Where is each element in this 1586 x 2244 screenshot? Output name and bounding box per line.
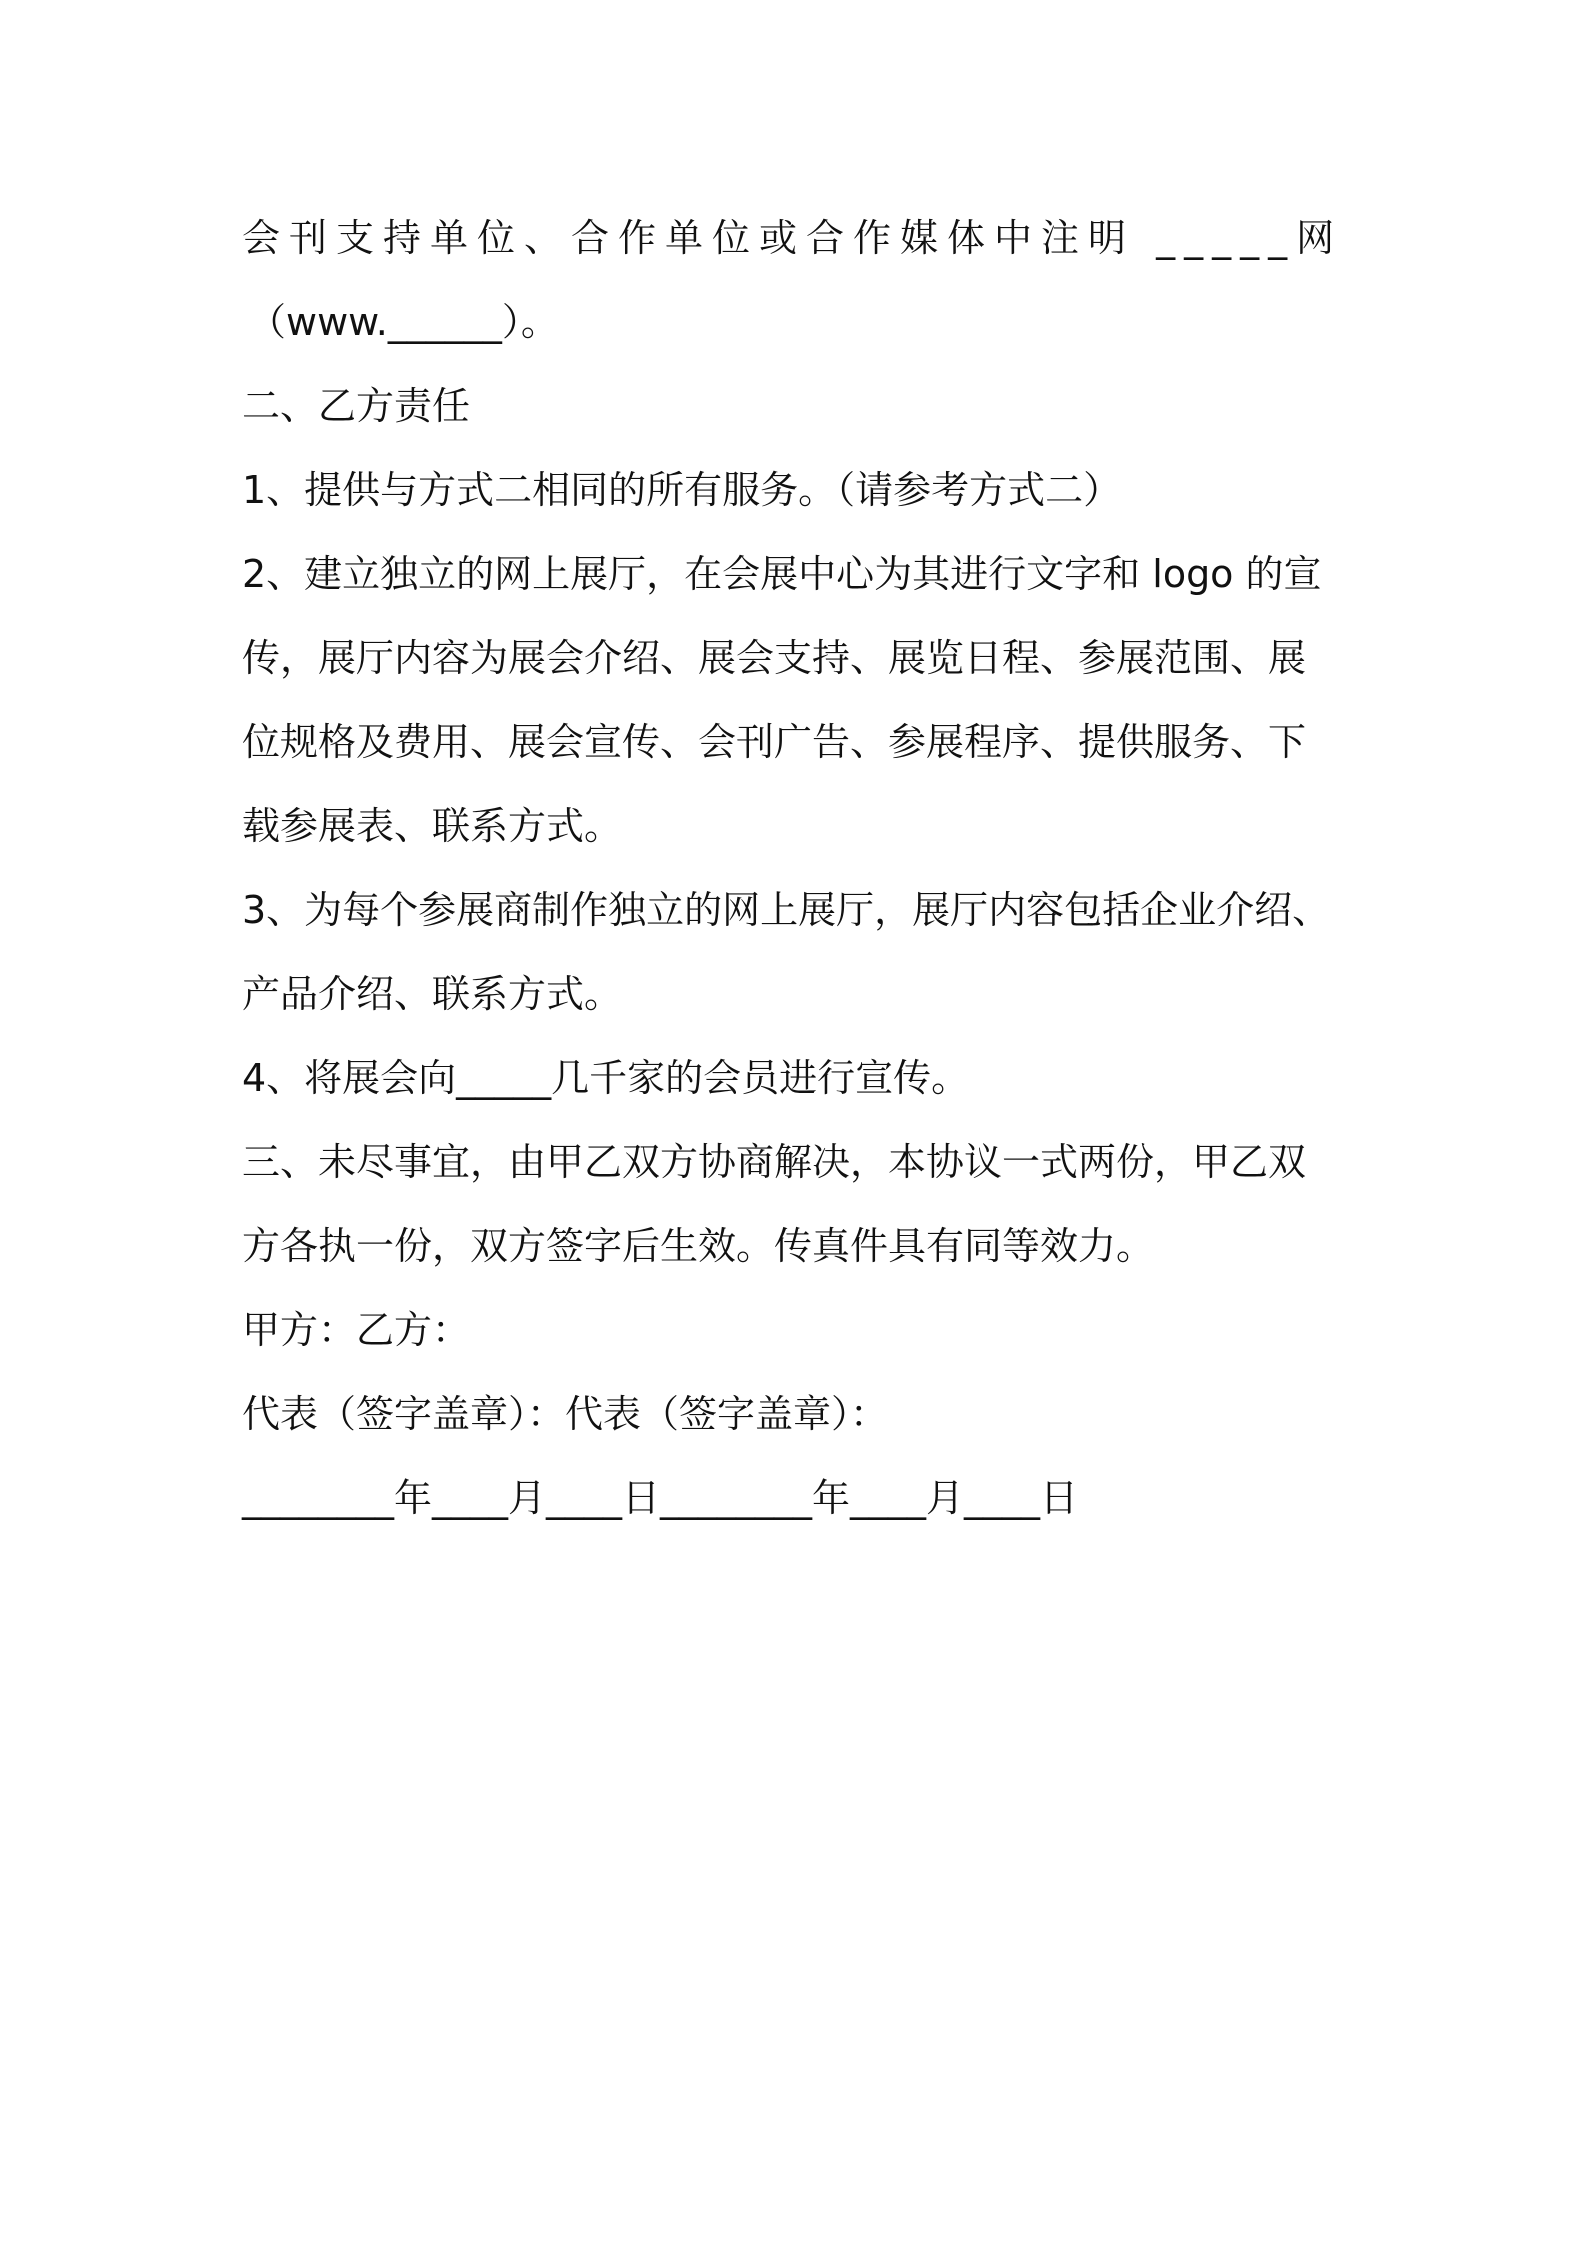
clause-1: 1、提供与方式二相同的所有服务。（请参考方式二）: [242, 468, 1122, 512]
signature-dates: ________年____月____日________年____月____日: [242, 1476, 1079, 1520]
clause-2-line-2: 传，展厅内容为展会介绍、展会支持、展览日程、参展范围、展: [242, 636, 1307, 680]
section-3-line-2: 方各执一份，双方签字后生效。传真件具有同等效力。: [242, 1224, 1155, 1268]
clause-2-line-4: 载参展表、联系方式。: [242, 804, 623, 848]
section-heading-party-b: 二、乙方责任: [242, 384, 471, 428]
document-body: [242, 196, 1360, 1540]
text-line-supporters: 会刊支持单位、合作单位或合作媒体中注明 _____网: [242, 216, 1344, 260]
clause-2-line-3: 位规格及费用、展会宣传、会刊广告、参展程序、提供服务、下: [242, 720, 1307, 764]
clause-2-line-1: 2、建立独立的网上展厅，在会展中心为其进行文字和 logo 的宣: [242, 552, 1322, 596]
signature-representatives: 代表（签字盖章）：代表（签字盖章）：: [242, 1392, 889, 1436]
text-line-website: （www.______）。: [248, 300, 559, 344]
signature-parties: 甲方：乙方：: [242, 1308, 471, 1352]
clause-3-line-1: 3、为每个参展商制作独立的网上展厅，展厅内容包括企业介绍、: [242, 888, 1331, 932]
clause-4: 4、将展会向_____几千家的会员进行宣传。: [242, 1056, 970, 1100]
clause-3-line-2: 产品介绍、联系方式。: [242, 972, 623, 1016]
section-3-line-1: 三、未尽事宜，由甲乙双方协商解决，本协议一式两份，甲乙双: [242, 1140, 1307, 1184]
